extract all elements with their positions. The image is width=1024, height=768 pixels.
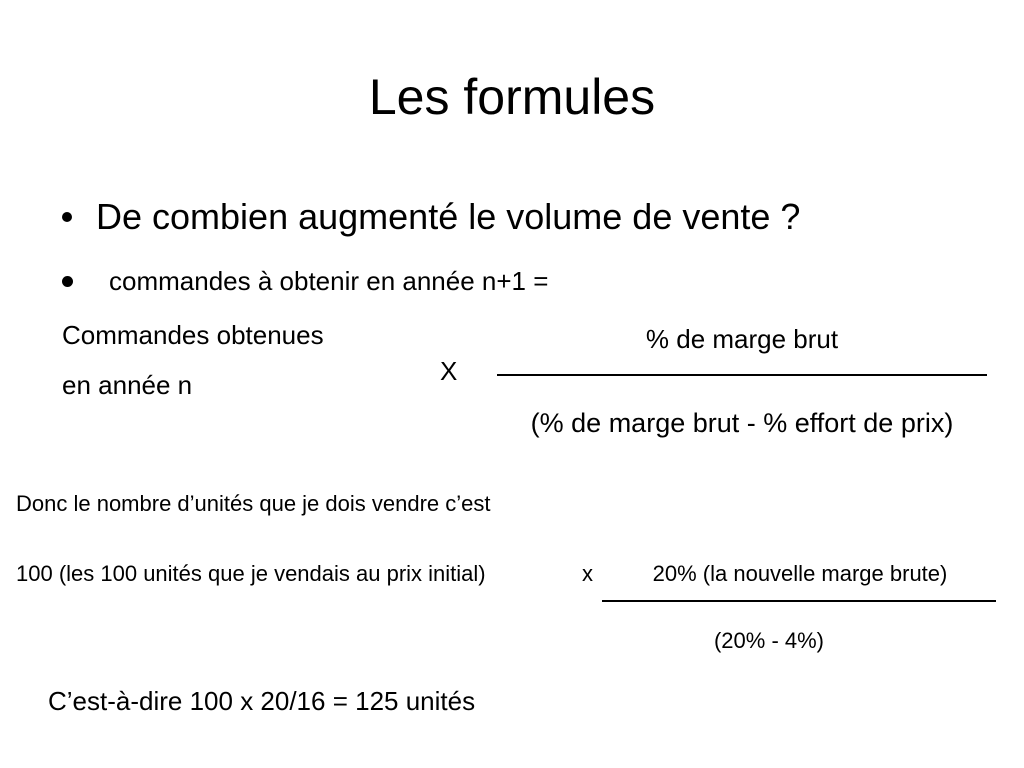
conclusion-intro: Donc le nombre d’unités que je dois vendre c’est bbox=[16, 491, 491, 516]
formula1-denominator: (% de marge brut - % effort de prix) bbox=[530, 408, 954, 438]
formula1-left-line2: en année n bbox=[62, 370, 193, 400]
bullet-item bbox=[62, 196, 800, 238]
slide-title: Les formules bbox=[368, 69, 656, 125]
result-text: C’est-à-dire 100 x 20/16 = 125 unités bbox=[48, 686, 476, 716]
formula1-fraction-bar bbox=[497, 374, 987, 376]
formula1-operator: X bbox=[440, 356, 458, 386]
formula2-denominator: (20% - 4%) bbox=[713, 628, 825, 653]
formula1-left-line1: Commandes obtenues bbox=[62, 320, 324, 350]
bullet-text: commandes à obtenir en année n+1 = bbox=[109, 266, 549, 296]
formula2-numerator: 20% (la nouvelle marge brute) bbox=[652, 561, 948, 586]
formula2-operator: x bbox=[582, 561, 593, 586]
formula2-left: 100 (les 100 unités que je vendais au prix initial) bbox=[16, 561, 486, 586]
bullet-text: De combien augmenté le volume de vente ? bbox=[96, 196, 801, 237]
bullet-icon bbox=[62, 276, 73, 287]
bullet-item bbox=[62, 266, 548, 297]
formula2-fraction-bar bbox=[602, 600, 996, 602]
bullet-icon bbox=[62, 212, 72, 222]
formula1-numerator: % de marge brut bbox=[645, 324, 839, 354]
